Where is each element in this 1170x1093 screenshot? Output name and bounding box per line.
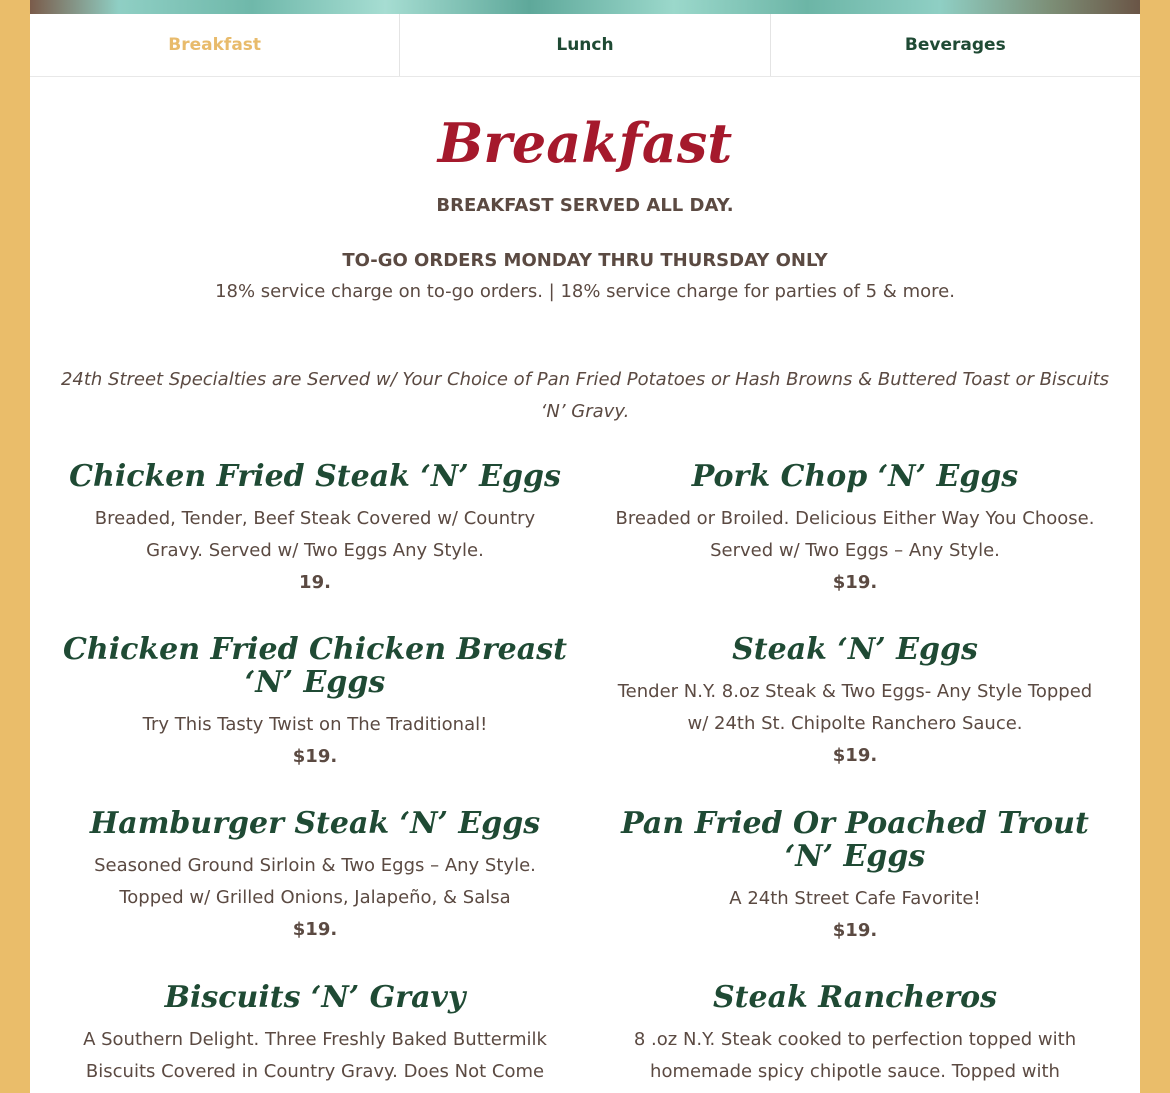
menu-item (45, 981, 585, 1088)
tab-lunch[interactable]: Lunch (400, 14, 770, 76)
menu-items-grid (30, 460, 1140, 1093)
menu-item (45, 633, 585, 773)
item-description: 8 .oz N.Y. Steak cooked to perfection topped with homemade spicy chipotle sauce. Topped with (633, 1029, 1077, 1082)
menu-item (45, 807, 585, 947)
served-note: BREAKFAST SERVED ALL DAY. (436, 195, 734, 216)
item-description: A 24th Street Cafe Favorite! (729, 888, 981, 909)
item-description: Breaded, Tender, Beef Steak Covered w/ Country Gravy. Served w/ Two Eggs Any Style. (94, 508, 536, 561)
item-name: Hamburger Steak ‘N’ Eggs (89, 806, 541, 841)
item-description: Seasoned Ground Sirloin & Two Eggs – Any Style. Topped w/ Grilled Onions, Jalapeño, & Salsa (94, 855, 536, 908)
specialties-note: 24th Street Specialties are Served w/ Your Choice of Pan Fried Potatoes or Hash Browns & Buttered Toast or Biscuits ‘N’ Gravy. (60, 369, 1110, 422)
service-charge-note: 18% service charge on to-go orders. | 18% service charge for parties of 5 & more. (215, 281, 955, 302)
item-price: $19. (832, 572, 878, 593)
item-price: $19. (292, 919, 338, 940)
item-name: Biscuits ‘N’ Gravy (164, 980, 466, 1015)
item-price: 19. (299, 572, 331, 593)
item-description: Breaded or Broiled. Delicious Either Way You Choose. Served w/ Two Eggs – Any Style. (615, 508, 1095, 561)
item-name: Pan Fried Or Poached Trout ‘N’ Eggs (621, 806, 1089, 874)
item-name: Steak ‘N’ Eggs (732, 632, 978, 667)
item-description: Tender N.Y. 8.oz Steak & Two Eggs- Any Style Topped w/ 24th St. Chipolte Ranchero Sauce. (617, 681, 1093, 734)
menu-page (30, 0, 1140, 1093)
tab-beverages[interactable]: Beverages (904, 35, 1006, 55)
item-price: $19. (832, 745, 878, 766)
item-name: Chicken Fried Chicken Breast ‘N’ Eggs (63, 632, 567, 700)
menu-item (585, 807, 1125, 947)
tab-breakfast[interactable]: Breakfast (30, 14, 400, 76)
item-price: $19. (292, 746, 338, 767)
header-banner-image (30, 0, 1140, 14)
item-description: A Southern Delight. Three Freshly Baked Buttermilk Biscuits Covered in Country Gravy. Does Not Come (83, 1029, 547, 1082)
item-description: Try This Tasty Twist on The Traditional! (142, 714, 488, 735)
menu-item (585, 460, 1125, 599)
item-name: Pork Chop ‘N’ Eggs (691, 459, 1019, 494)
menu-item (585, 633, 1125, 773)
menu-tabs (30, 14, 1140, 77)
item-price: $19. (832, 920, 878, 941)
item-name: Steak Rancheros (712, 980, 998, 1015)
menu-item (585, 981, 1125, 1088)
togo-note: TO-GO ORDERS MONDAY THRU THURSDAY ONLY (342, 250, 828, 271)
section-title: Breakfast (437, 111, 733, 175)
item-name: Chicken Fried Steak ‘N’ Eggs (69, 459, 561, 494)
menu-item (45, 460, 585, 599)
